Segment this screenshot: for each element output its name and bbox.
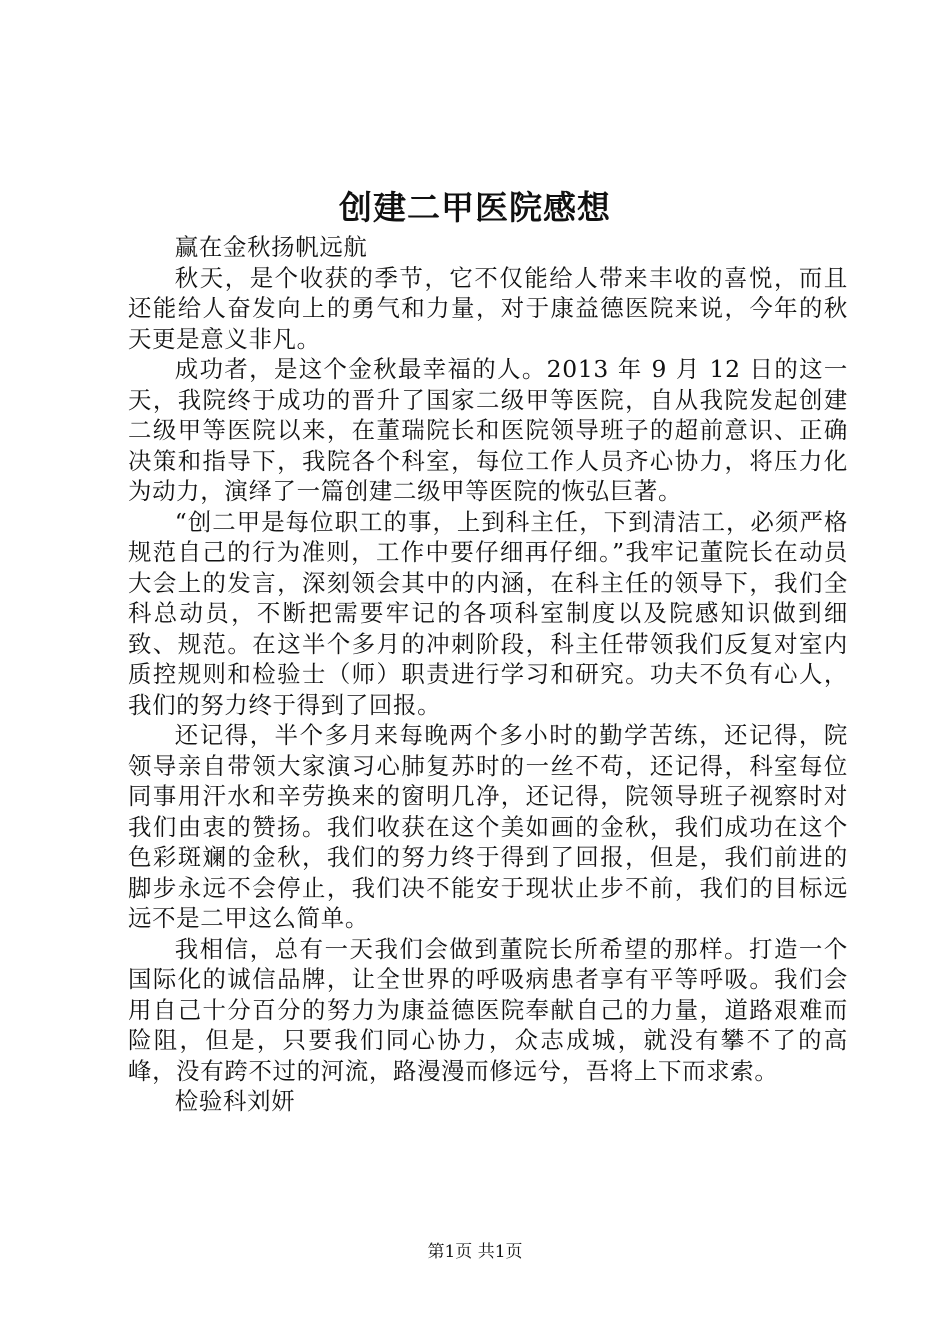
subtitle-paragraph: 赢在金秋扬帆远航 xyxy=(174,233,368,261)
paragraph-quote: “创二甲是每位职工的事，上到科主任，下到清洁工，必须严格规范自己的行为准则，工作中要仔细再仔细。”我牢记董院长在动员大会上的发言，深刻领会其中的内涵，在科主任的领导下，我们全科总动员，不断把需要牢记的各项科室制度以及院感知识做到细致、规范。在这半个多月的冲刺阶段，科主任带领我们反复对室内质控规则和检验士（师）职责进行学习和研究。功夫不负有心人，我们的努力终于得到了回报。 xyxy=(128,507,848,719)
paragraph-autumn: 秋天，是个收获的季节，它不仅能给人带来丰收的喜悦，而且还能给人奋发向上的勇气和力量，对于康益德医院来说，今年的秋天更是意义非凡。 xyxy=(128,263,848,353)
document-body xyxy=(128,232,848,1117)
paragraph-success: 成功者，是这个金秋最幸福的人。2013 年 9 月 12 日的这一天，我院终于成功的晋升了国家二级甲等医院，自从我院发起创建二级甲等医院以来，在董瑞院长和医院领导班子的超前意识、正确决策和指导下，我院各个科室，每位工作人员齐心协力，将压力化为动力，演绎了一篇创建二级甲等医院的恢弘巨著。 xyxy=(128,355,848,505)
author-signature: 检验科刘妍 xyxy=(174,1087,296,1115)
paragraph-belief: 我相信，总有一天我们会做到董院长所希望的那样。打造一个国际化的诚信品牌，让全世界的呼吸病患者享有平等呼吸。我们会用自己十分百分的努力为康益德医院奉献自己的力量，道路艰难而险阻，但是，只要我们同心协力，众志成城，就没有攀不了的高峰，没有跨不过的河流，路漫漫而修远兮，吾将上下而求索。 xyxy=(128,934,848,1085)
paragraph-remember: 还记得，半个多月来每晚两个多小时的勤学苦练，还记得，院领导亲自带领大家演习心肺复苏时的一丝不苟，还记得，科室每位同事用汗水和辛劳换来的窗明几净，还记得，院领导班子视察时对我们由衷的赞扬。我们收获在这个美如画的金秋，我们成功在这个色彩斑斓的金秋，我们的努力终于得到了回报，但是，我们前进的脚步永远不会停止，我们决不能安于现状止步不前，我们的目标远远不是二甲这么简单。 xyxy=(128,721,848,932)
document-title: 创建二甲医院感想 xyxy=(339,188,611,227)
page-footer: 第1页 共1页 xyxy=(427,1242,523,1262)
